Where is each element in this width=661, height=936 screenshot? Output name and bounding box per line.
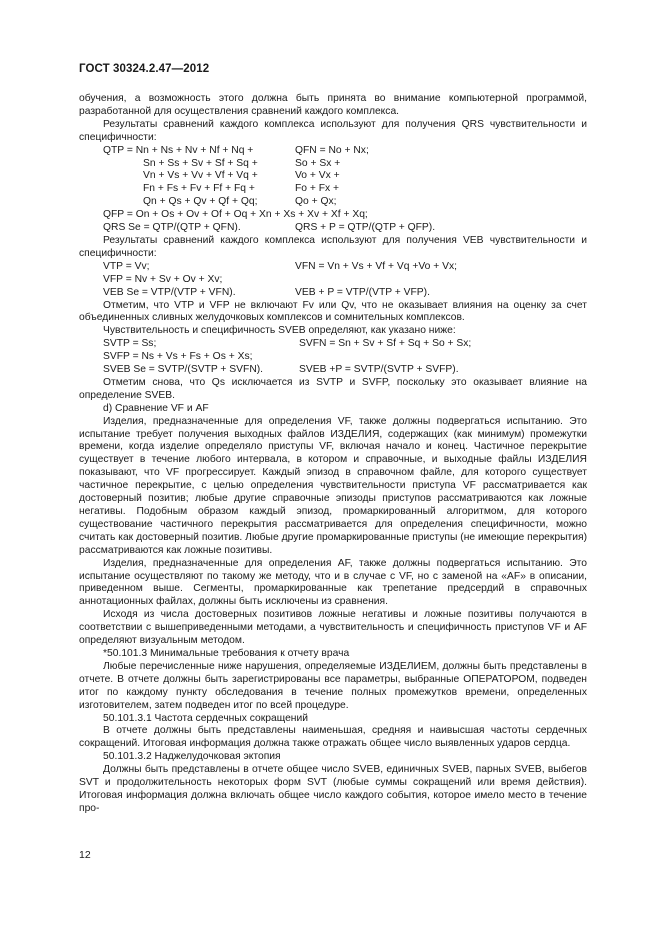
- formula: VTP = Vv;: [103, 260, 150, 272]
- formula: SVTP = Ss;: [103, 338, 157, 350]
- formula: Vo + Vx +: [295, 170, 340, 182]
- paragraph: Чувствительность и специфичность SVEB определяют, как указано ниже:: [103, 325, 456, 337]
- formula-row: [79, 338, 587, 351]
- formula: QRS + P = QTP/(QTP + QFP).: [295, 222, 436, 234]
- formula: Qn + Qs + Qv + Qf + Qq;: [143, 196, 258, 208]
- section-heading: 50.101.3.2 Наджелудочковая эктопия: [103, 751, 281, 763]
- formula: Vn + Vs + Vv + Vf + Vq +: [143, 170, 258, 182]
- paragraph: Исходя из числа достоверных позитивов ложные негативы и ложные позитивы получаются в соответствии с вышеприведенными методами, а чувствительность и специфичность приступов VF и AF определяют визуальным методом.: [79, 609, 587, 647]
- section-heading: d) Сравнение VF и AF: [103, 402, 209, 414]
- paragraph: Отметим снова, что Qs исключается из SVTP и SVFP, поскольку это оказывает влияние на определение SVEB.: [79, 376, 587, 401]
- formula: VFP = Nv + Sv + Ov + Xv;: [103, 273, 223, 285]
- formula: QFP = On + Os + Ov + Of + Oq + Xn + Xs + Xv + Xf + Xq;: [103, 209, 368, 221]
- formula: Fn + Fs + Fv + Ff + Fq +: [143, 183, 255, 195]
- paragraph: Должны быть представлены в отчете общее число SVEB, единичных SVEB, парных SVEB, выбегов SVT и продолжительность некоторых форм SVT (любые суммы сокращений или время действия). Итоговая информация должна включать общее число каждого события, которое имело место в течение про-: [79, 764, 587, 814]
- formula: VEB Se = VTP/(VTP + VFN).: [103, 286, 236, 298]
- formula: SVFP = Ns + Vs + Fs + Os + Xs;: [103, 351, 253, 363]
- page-number: 12: [79, 849, 91, 861]
- paragraph: Изделия, предназначенные для определения AF, также должны подвергаться испытанию. Это испытание осуществляют по такому же методу, что и в случае с VF, но с заменой на «AF» в описании, приведенном выше. Сегменты, промаркированные как трепетание предсердий в справочных аннотационных файлах, должны быть исключены из сравнения.: [79, 557, 587, 608]
- formula: SVFN = Sn + Sv + Sf + Sq + So + Sx;: [299, 338, 472, 350]
- formula-row: [79, 364, 587, 377]
- formula: Sn + Ss + Sv + Sf + Sq +: [143, 157, 258, 169]
- formula: Fo + Fx +: [295, 183, 340, 195]
- qrs-formulas: [79, 145, 587, 210]
- paragraph: Результаты сравнений каждого комплекса используют для получения VEB чувствительности и специфичности:: [79, 234, 587, 259]
- paragraph: Отметим, что VTP и VFP не включают Fv или Qv, что не оказывает влияния на оценку за счет объединенных сливных желудочковых комплексов и сомнительных комплексов.: [79, 299, 587, 324]
- formula-row: [79, 261, 587, 274]
- formula: VEB + P = VTP/(VTP + VFP).: [295, 286, 430, 298]
- formula-row: [79, 287, 587, 300]
- section-heading: 50.101.3.1 Частота сердечных сокращений: [103, 712, 308, 724]
- formula: QRS Se = QTP/(QTP + QFN).: [103, 222, 241, 234]
- formula: SVEB +P = SVTP/(SVTP + SVFP).: [299, 364, 459, 376]
- page-body: [79, 93, 587, 816]
- formula: SVEB Se = SVTP/(SVTP + SVFN).: [103, 364, 264, 376]
- formula: QFN = No + Nx;: [295, 144, 369, 156]
- standard-header: ГОСТ 30324.2.47—2012: [79, 63, 210, 75]
- paragraph: Результаты сравнений каждого комплекса используют для получения QRS чувствительности и специфичности:: [79, 118, 587, 143]
- paragraph: обучения, а возможность этого должна быть принята во внимание компьютерной программой, разработанной для осуществления сравнений каждого комплекса.: [79, 93, 587, 117]
- formula: So + Sx +: [295, 157, 341, 169]
- formula: QTP = Nn + Ns + Nv + Nf + Nq +: [103, 144, 254, 156]
- paragraph: Изделия, предназначенные для определения VF, также должны подвергаться испытанию. Это испытание требует получения выходных файлов ИЗДЕЛИЯ, содержащих (как минимум) промежутки времени, когда изделие определяло приступы VF, включая начало и конец. Частичное перекрытие существует в течение любого интервала, в котором и справочные, и выходные файлы ИЗДЕЛИЯ показывают, что VF прогрессирует. Каждый эпизод в справочном файле, для которого существует частичное перекрытие, с целью определения чувствительности приступа VF рассматривается как достоверный позитив; любые другие справочные эпизоды приступов рассматриваются как ложные негативы. Подобным образом каждый эпизод, промаркированный алгоритмом, для которого существование частичного перекрытия рассматривается для определения специфичности, можно считать как достоверный позитив. Любые другие промаркированные приступы (не имеющие перекрытия) рассматриваются как ложные позитивы.: [79, 415, 587, 556]
- paragraph: В отчете должны быть представлены наименьшая, средняя и наивысшая частоты сердечных сокращений. Итоговая информация должна также отражать общее число выявленных ударов сердца.: [79, 725, 587, 750]
- formula: Qo + Qx;: [295, 196, 337, 208]
- formula: VFN = Vn + Vs + Vf + Vq +Vo + Vx;: [295, 260, 457, 272]
- paragraph: Любые перечисленные ниже нарушения, определяемые ИЗДЕЛИЕМ, должны быть представлены в отчете. В отчете должны быть зарегистрированы все параметры, выбранные ОПЕРАТОРОМ, подведен итог по каждому пункту обследования в течение полных промежутков времени, определенных изготовителем, затем подведен итог по всей процедуре.: [79, 660, 587, 711]
- section-heading: *50.101.3 Минимальные требования к отчету врача: [103, 647, 350, 659]
- formula-row: [79, 222, 587, 235]
